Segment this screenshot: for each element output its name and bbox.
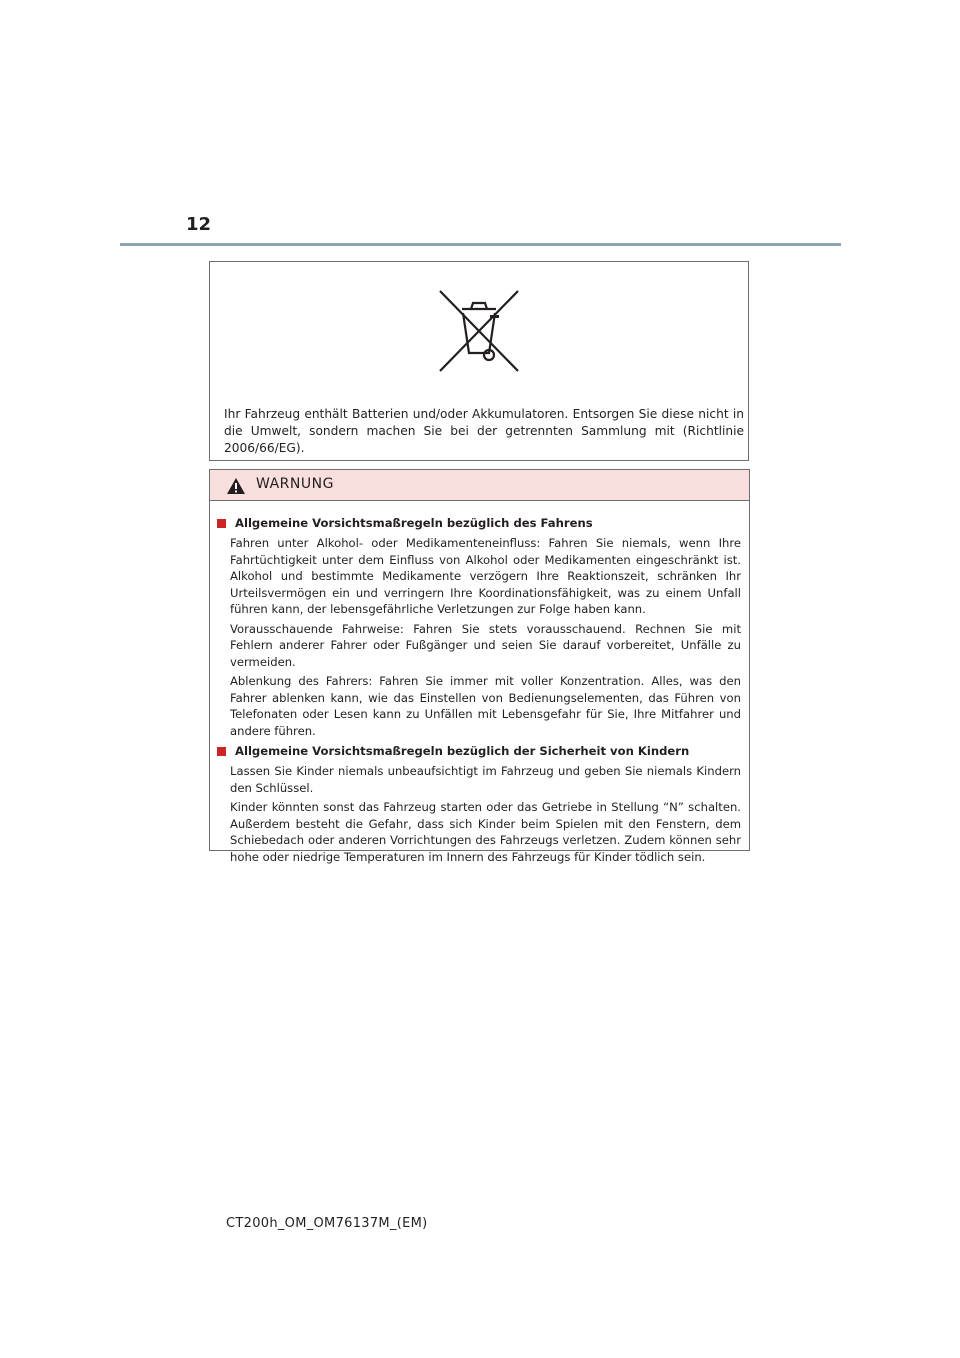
document-code-footer: CT200h_OM_OM76137M_(EM) bbox=[226, 1216, 428, 1231]
warning-title: WARNUNG bbox=[256, 476, 334, 492]
page-number: 12 bbox=[186, 214, 212, 235]
battery-disposal-notice bbox=[209, 261, 749, 461]
paragraph: Fahren unter Alkohol- oder Medikamenteneinfluss: Fahren Sie niemals, wenn Ihre Fahrtüchtigkeit unter dem Einfluss von Alkohol oder Medikamenten eingeschränkt ist. Alkohol und bestimmte Medikamente verzögern Ihre Reaktionszeit, schränken Ihr Urteilsvermögen ein und verringern Ihre Koordinationsfähigkeit, was zu einem Unfall führen kann, der lebensgefährliche Verletzungen zur Folge haben kann. bbox=[230, 536, 741, 616]
paragraph: Lassen Sie Kinder niemals unbeaufsichtigt im Fahrzeug und geben Sie niemals Kindern den Schlüssel. bbox=[230, 764, 741, 795]
square-bullet-icon bbox=[217, 519, 226, 528]
disposal-text: Ihr Fahrzeug enthält Batterien und/oder Akkumulatoren. Entsorgen Sie diese nicht in die Umwelt, sondern machen Sie bei der getrennten Sammlung mit (Richtlinie 2006/66/EG). bbox=[224, 407, 744, 455]
warning-header bbox=[210, 470, 749, 501]
warning-section-children bbox=[210, 743, 749, 865]
warning-body bbox=[210, 501, 749, 865]
warning-triangle-icon bbox=[226, 477, 246, 495]
paragraph: Vorausschauende Fahrweise: Fahren Sie stets vorausschauend. Rechnen Sie mit Fehlern anderer Fahrer oder Fußgänger und seien Sie darauf vorbereitet, Unfälle zu vermeiden. bbox=[230, 621, 741, 669]
warning-box bbox=[209, 469, 750, 864]
section-heading: Allgemeine Vorsichtsmaßregeln bezüglich der Sicherheit von Kindern bbox=[217, 743, 740, 760]
warning-section-driving bbox=[210, 515, 749, 739]
square-bullet-icon bbox=[217, 747, 226, 756]
crossed-out-wheelie-bin-icon bbox=[438, 289, 520, 374]
section-heading: Allgemeine Vorsichtsmaßregeln bezüglich des Fahrens bbox=[217, 515, 740, 532]
header-rule bbox=[120, 243, 841, 246]
paragraph: Kinder könnten sonst das Fahrzeug starten oder das Getriebe in Stellung “N” schalten. Außerdem besteht die Gefahr, dass sich Kinder beim Spielen mit den Fenstern, dem Schiebedach oder anderen Vorrichtungen des Fahrzeugs verletzen. Zudem können sehr hohe oder niedrige Temperaturen im Innern des Fahrzeugs für Kinder tödlich sein. bbox=[230, 800, 741, 864]
paragraph: Ablenkung des Fahrers: Fahren Sie immer mit voller Konzentration. Alles, was den Fahrer ablenken kann, wie das Einstellen von Bedienungselementen, das Führen von Telefonaten oder Lesen kann zu Unfällen mit Lebensgefahr für Sie, Ihre Mitfahrer und andere führen. bbox=[230, 674, 741, 738]
